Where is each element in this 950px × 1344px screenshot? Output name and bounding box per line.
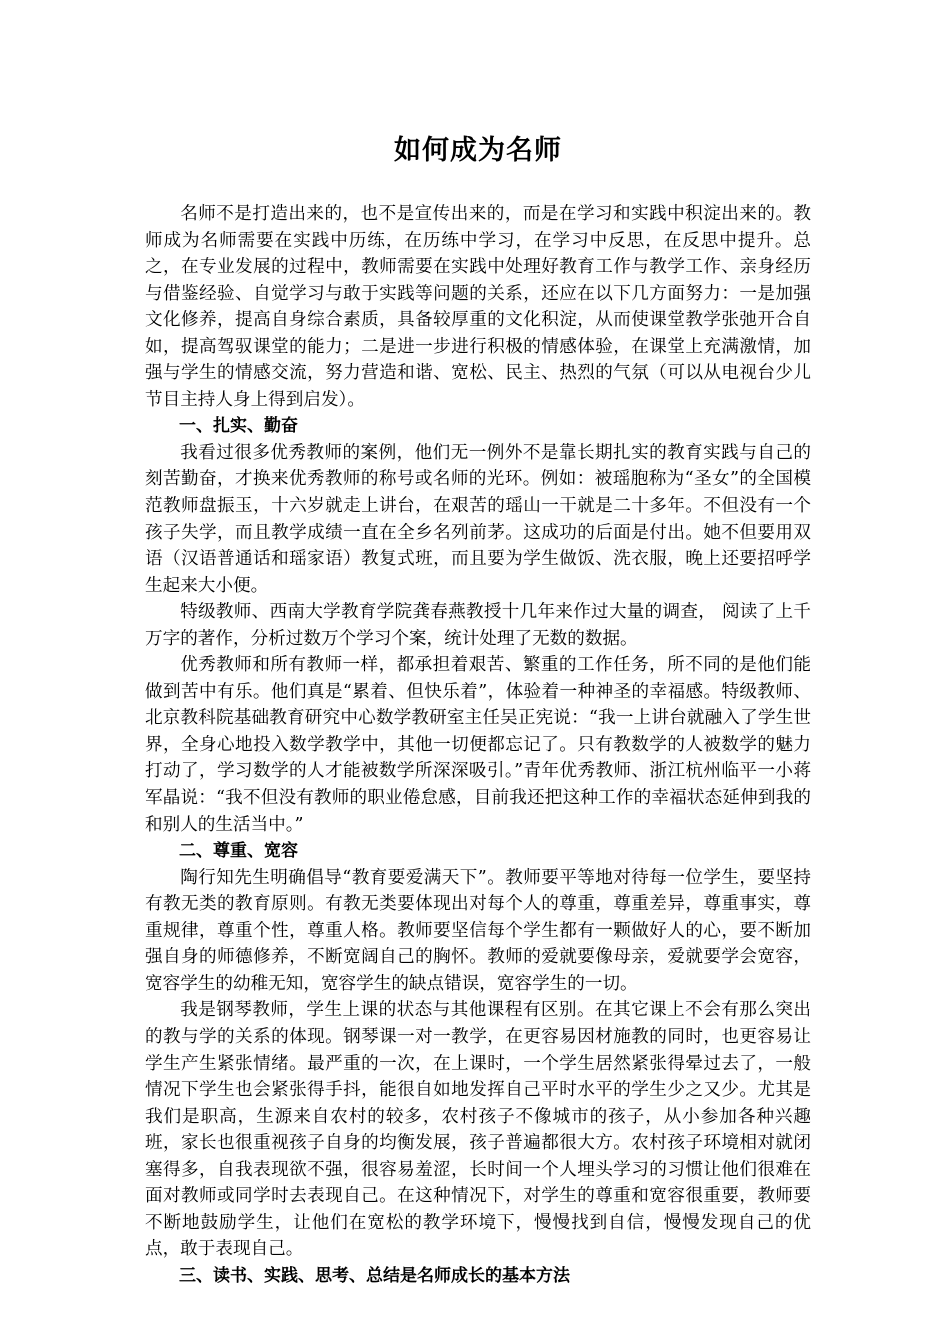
paragraph: 优秀教师和所有教师一样，都承担着艰苦、繁重的工作任务，所不同的是他们能做到苦中有乐。他们真是“累着、但快乐着”，体验着一种神圣的幸福感。特级教师、北京教科院基础教育研究中心数学教研室主任吴正宪说：“我一上讲台就融入了学生世界，全身心地投入数学教学中，其他一切便都忘记了。只有教数学的人被数学的魅力打动了，学习数学的人才能被数学所深深吸引。”青年优秀教师、浙江杭州临平一小蒋军晶说：“我不但没有教师的职业倦怠感，目前我还把这种工作的幸福状态延伸到我的和别人的生活当中。”	[145, 655, 811, 835]
paragraph: 特级教师、西南大学教育学院龚春燕教授十几年来作过大量的调查， 阅读了上千万字的著作，分析过数万个学习个案，统计处理了无数的数据。	[145, 602, 811, 649]
paragraph: 我看过很多优秀教师的案例，他们无一例外不是靠长期扎实的教育实践与自己的刻苦勤奋，才换来优秀教师的称号或名师的光环。例如：被瑶胞称为“圣女”的全国模范教师盘振玉，十六岁就走上讲台，在艰苦的瑶山一干就是二十多年。不但没有一个孩子失学，而且教学成绩一直在全乡名列前茅。这成功的后面是付出。她不但要用双语（汉语普通话和瑶家语）教复式班，而且要为学生做饭、洗衣服，晚上还要招呼学生起来大小便。	[145, 442, 811, 596]
paragraph: 我是钢琴教师，学生上课的状态与其他课程有区别。在其它课上不会有那么突出的教与学的关系的体现。钢琴课一对一教学，在更容易因材施教的同时，也更容易让学生产生紧张情绪。最严重的一次，在上课时，一个学生居然紧张得晕过去了，一般情况下学生也会紧张得手抖，能很自如地发挥自己平时水平的学生少之又少。尤其是我们是职高，生源来自农村的较多，农村孩子不像城市的孩子，从小参加各种兴趣班，家长也很重视孩子自身的均衡发展，孩子普遍都很大方。农村孩子环境相对就闭塞得多，自我表现欲不强，很容易羞涩，长时间一个人埋头学习的习惯让他们很难在面对教师或同学时去表现自己。在这种情况下，对学生的尊重和宽容很重要，教师要不断地鼓励学生，让他们在宽松的教学环境下，慢慢找到自信，慢慢发现自己的优点，敢于表现自己。	[145, 1000, 811, 1260]
document-body	[145, 201, 811, 1289]
paragraph: 陶行知先生明确倡导“教育要爱满天下”。教师要平等地对待每一位学生，要坚持有教无类的教育原则。有教无类要体现出对每个人的尊重，尊重差异，尊重事实，尊重规律，尊重个性，尊重人格。教师要坚信每个学生都有一颗做好人的心，要不断加强自身的师德修养，不断宽阔自己的胸怀。教师的爱就要像母亲，爱就要学会宽容，宽容学生的幼稚无知，宽容学生的缺点错误，宽容学生的一切。	[145, 867, 811, 994]
section-heading-2: 二、尊重、宽容	[179, 841, 298, 862]
document-title: 如何成为名师	[394, 135, 562, 166]
paragraph-intro: 名师不是打造出来的，也不是宣传出来的，而是在学习和实践中积淀出来的。教师成为名师需要在实践中历练，在历练中学习，在学习中反思，在反思中提升。总之，在专业发展的过程中，教师需要在实践中处理好教育工作与教学工作、亲身经历与借鉴经验、自觉学习与敢于实践等问题的关系，还应在以下几方面努力：一是加强文化修养，提高自身综合素质，具备较厚重的文化积淀，从而使课堂教学张弛开合自如，提高驾驭课堂的能力；二是进一步进行积极的情感体验，在课堂上充满激情，加强与学生的情感交流，努力营造和谐、宽松、民主、热烈的气氛（可以从电视台少儿节目主持人身上得到启发）。	[145, 204, 811, 410]
section-heading-3: 三、读书、实践、思考、总结是名师成长的基本方法	[179, 1265, 570, 1286]
section-heading-1: 一、扎实、勤奋	[179, 416, 298, 437]
